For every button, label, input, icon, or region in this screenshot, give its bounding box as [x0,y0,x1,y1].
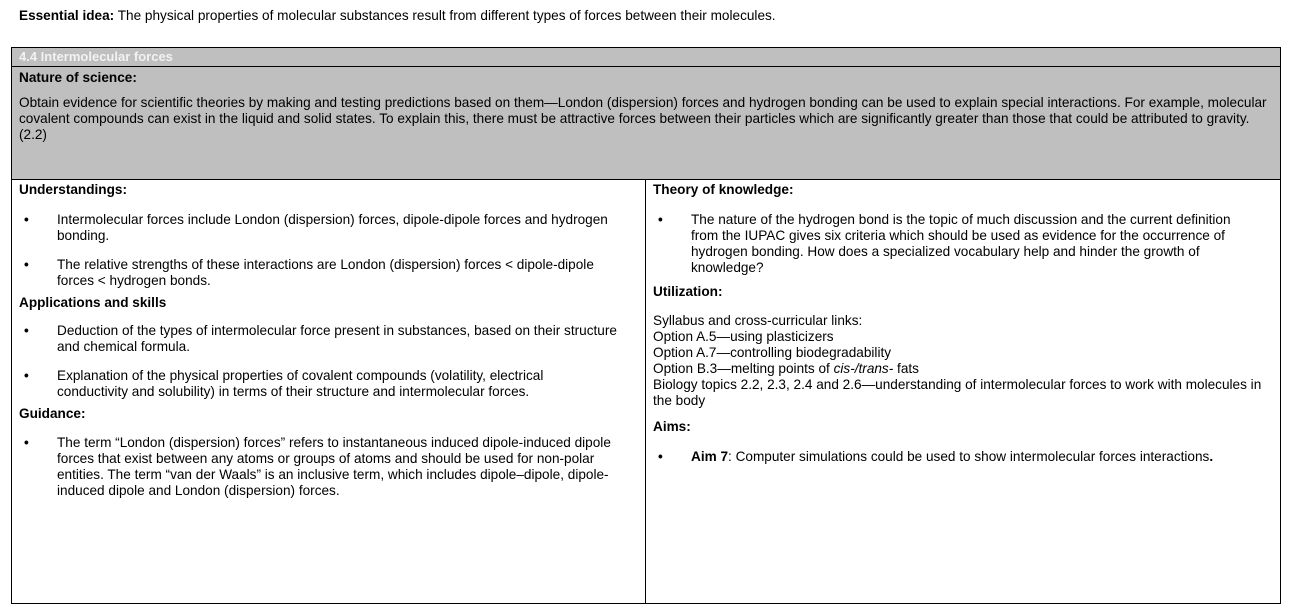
list-item [653,449,1231,465]
essential-idea-label: Essential idea: [19,8,115,23]
essential-idea-text: The physical properties of molecular substances result from different types of forces between their molecules. [114,8,776,23]
utilization-line3-italic: cis-/trans- [833,361,894,376]
topic-title: 4.4 Intermolecular forces [12,48,1280,67]
application-text: Explanation of the physical properties of covalent compounds (volatility, electrical conductivity and solubility) in terms of their structure and intermolecular forces. [57,368,544,399]
bullet-icon: • [24,212,29,227]
applications-heading: Applications and skills [19,295,167,310]
list-item [19,435,617,499]
guidance-heading: Guidance: [19,406,86,421]
syllabus-table [11,47,1281,604]
tok-heading: Theory of knowledge: [653,182,794,197]
bullet-icon: • [24,435,29,450]
list-item [19,212,627,244]
utilization-links [653,313,1273,409]
utilization-line3-post: fats [893,361,919,376]
tok-text: The nature of the hydrogen bond is the topic of much discussion and the current definition from the IUPAC gives six criteria which should be used as evidence for the occurrence of hydrogen bonding. How does a specialized vocabulary help and hinder the growth of knowledge? [691,212,1231,275]
aims-heading: Aims: [653,419,691,434]
utilization-line [653,361,1273,377]
nature-of-science-text: Obtain evidence for scientific theories by making and testing predictions based on them—London (dispersion) forces and hydrogen bonding can be used to explain special interactions. For example, molecular covalent compounds can exist in the liquid and solid states. To explain this, there must be attractive forces between their particles which are significantly greater than those that could be attributed to gravity. (2.2) [19,95,1267,142]
nature-of-science-section [12,67,1280,180]
understanding-text: Intermolecular forces include London (dispersion) forces, dipole-dipole forces and hydrogen bonding. [57,212,608,243]
guidance-text: The term “London (dispersion) forces” refers to instantaneous induced dipole-induced dipole forces that exist between any atoms or groups of atoms and should be used for non-polar entities. The term “van der Waals” is an inclusive term, which includes dipole–dipole, dipole-induced dipole and London (dispersion) forces. [57,435,611,498]
list-item [19,257,607,289]
understanding-text: The relative strengths of these interactions are London (dispersion) forces < dipole-dipole forces < hydrogen bonds. [57,257,594,288]
utilization-line3-pre: Option B.3—melting points of [653,361,834,376]
aim-end: . [1209,449,1214,464]
utilization-line: Biology topics 2.2, 2.3, 2.4 and 2.6—understanding of intermolecular forces to work with molecules in the body [653,377,1262,408]
bullet-icon: • [24,368,29,383]
utilization-intro: Syllabus and cross-curricular links: [653,313,863,328]
utilization-line: Option A.7—controlling biodegradability [653,345,892,360]
aim-label: Aim 7 [691,449,729,464]
application-text: Deduction of the types of intermolecular force present in substances, based on their structure and chemical formula. [57,323,617,354]
aim-text: : Computer simulations could be used to show intermolecular forces interactions [728,449,1210,464]
right-column [646,180,1280,603]
utilization-line: Option A.5—using plasticizers [653,329,834,344]
left-column [12,180,646,603]
nature-of-science-heading: Nature of science: [19,70,137,85]
bullet-icon: • [24,323,29,338]
list-item [19,368,577,400]
list-item [19,323,637,355]
bullet-icon: • [658,449,663,464]
understandings-heading: Understandings: [19,182,127,197]
bullet-icon: • [24,257,29,272]
bullet-icon: • [658,212,663,227]
essential-idea [19,8,776,24]
utilization-heading: Utilization: [653,284,723,299]
list-item [653,212,1251,276]
